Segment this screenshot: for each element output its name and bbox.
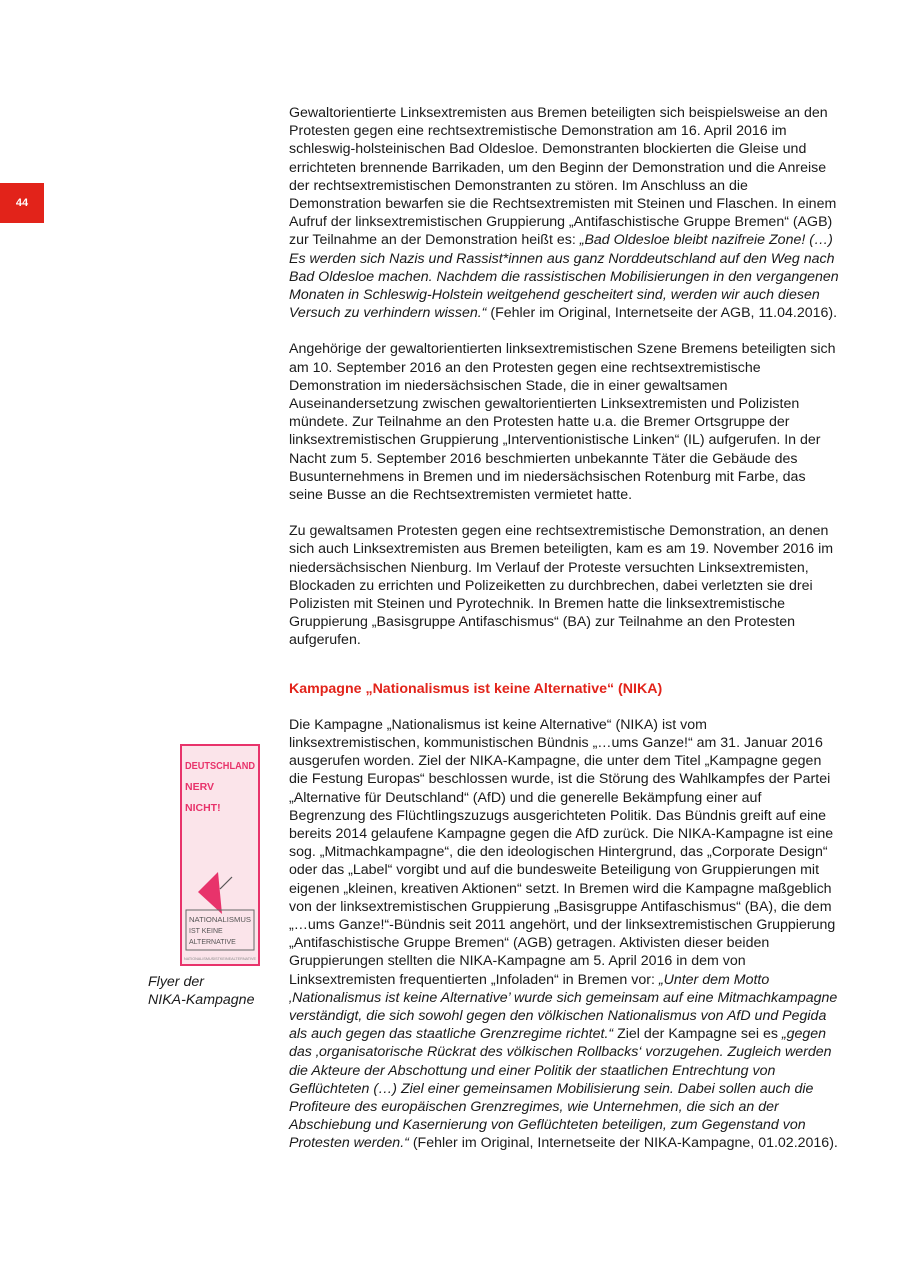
paragraph-1-text: Gewaltorientierte Linksextremisten aus Bremen beteiligten sich beispielsweise an den Protesten gegen eine rechtsextremistische Demonstration am 16. April 2016 im schleswig-holsteinischen Bad Oldesloe. Demonstranten blockierten die Gleise und errichteten brennende Barrikaden, um den Beginn der Demonstration und die Anreise der rechtsextremistischen Demonstranten zu stören. Im Anschluss an die Demonstration bewarfen sie die Rechtsextremisten mit Steinen und Flaschen. In einem Aufruf der linksextremistischen Gruppierung „Antifaschistische Gruppe Bremen“ (AGB) zur Teilnahme an der Demonstration heißt es: bbox=[289, 105, 837, 249]
paragraph-3: Zu gewaltsamen Protesten gegen eine rechtsextremistische Demonstration, an denen sich auch Linksextremisten aus Bremen beteiligten, kam es am 19. November 2016 im niedersächsischen Nienburg. Im Verlauf der Proteste versuchten Linksextremisten, Blockaden zu errichten und Polizeiketten zu durchbrechen, dabei verletzten sie drei Polizisten mit Steinen und Pyrotechnik. In Bremen hatte die linksextremistische Gruppierung „Basisgruppe Antifaschismus“ (BA) zur Teilnahme an den Protesten aufgerufen. bbox=[289, 523, 834, 649]
paragraph-1-quote: „Bad Oldesloe bleibt nazifreie Zone! (…) Es werden sich Nazis und Rassist*innen aus ganz Norddeutschland auf den Weg nach Bad Oldesloe machen. Nachdem die rassistischen Mobilisierungen in den vergangenen Monaten in Schleswig-Holstein weitgehend gescheitert sind, werden wir auch diesen Versuch zu verhindern wissen.“ bbox=[289, 232, 839, 322]
flyer-headline-1: DEUTSCHLAND bbox=[185, 760, 256, 772]
paragraph-2: Angehörige der gewaltorientierten linksextremistischen Szene Bremens beteiligten sich am 10. September 2016 an den Protesten gegen eine rechtsextremistische Demonstration im niedersächsischen Stade, die in einer gewaltsamen Auseinandersetzung zwischen gewaltorientierten Linksextremisten und Polizisten mündete. Zur Teilnahme an den Protesten hatte u.a. die Bremer Ortsgruppe der linksextremistischen Gruppierung „Interventionistische Linken“ (IL) aufgerufen. In der Nacht zum 5. September 2016 beschmierten unbekannte Täter die Gebäude des Busunternehmens in Bremen und im niedersächsischen Rotenburg mit Farbe, das seine Busse an die Rechtsextremisten vermietet hatte. bbox=[289, 341, 836, 504]
flyer-box-line-2: IST KEINE bbox=[189, 928, 223, 935]
flyer-headline-2: NERV bbox=[185, 781, 214, 793]
paragraph-4 bbox=[289, 716, 841, 1153]
page-number-tab bbox=[0, 183, 44, 223]
paragraph-4-quote-2: „gegen das ‚organisatorische Rückrat des völkischen Rollbacks‘ vorzugehen. Zugleich werden die Akteure der Abschottung und einer Politik der staatlichen Entrechtung von Geflüchteten (…) Ziel einer gemeinsamen Mobilisierung sein. Dabei sollen auch die Profiteure des europäischen Grenzregimes, wie Unternehmen, die sich an der Abschiebung und Kasernierung von Geflüchteten beteiligen, zum Gegenstand von Protesten werden.“ bbox=[289, 1026, 832, 1152]
paragraph-4-source: (Fehler im Original, Internetseite der NIKA-Kampagne, 01.02.2016). bbox=[408, 1135, 838, 1152]
paragraph-4-text-2: Ziel der Kampagne sei es bbox=[613, 1026, 782, 1043]
figure-caption bbox=[148, 973, 278, 1009]
caption-line-2: NIKA-Kampagne bbox=[148, 992, 255, 1009]
section-heading: Kampagne „Nationalismus ist keine Alternative“ (NIKA) bbox=[289, 680, 663, 697]
paragraph-1 bbox=[289, 104, 841, 322]
main-text bbox=[289, 104, 841, 1171]
flyer-box-line-1: NATIONALISMUS bbox=[189, 917, 252, 924]
page-number: 44 bbox=[15, 197, 29, 209]
flyer-footer-text: NATIONALISMUSISTKEINEALTERNATIVE bbox=[184, 957, 256, 961]
paragraph-1-source: (Fehler im Original, Internetseite der AGB, 11.04.2016). bbox=[486, 305, 838, 322]
paragraph-4-text: Die Kampagne „Nationalismus ist keine Alternative“ (NIKA) ist vom linksextremistischen, kommunistischen Bündnis „…ums Ganze!“ am 31. Januar 2016 ausgerufen worden. Ziel der NIKA-Kampagne, die unter dem Titel „Kampagne gegen die Festung Europas“ beschlossen wurde, ist die Störung des Wahlkampfes der Partei „Alternative für Deutschland“ (AfD) und die generelle Bekämpfung einer auf Begrenzung des Flüchtlingszuzugs ausgerichteten Politik. Das Bündnis greift auf eine bereits 2014 gelaufene Kampagne gegen die AfD zurück. Die NIKA-Kampagne ist eine sog. „Mitmachkampagne“, die den ideologischen Hintergrund, das „Corporate Design“ oder das „Label“ vorgibt und auf die bundesweite Beteiligung von Gruppierungen mit eigenen „kleinen, kreativen Aktionen“ setzt. In Bremen wird die Kampagne maßgeblich von der linksextremistischen Gruppierung „Basisgruppe Antifaschismus“ (BA), die dem „…ums Ganze!“-Bündnis seit 2011 angehört, und der linksextremistischen Gruppierung „Antifaschistische Gruppe Bremen“ (AGB) getragen. Aktivisten dieser beiden Gruppierungen stellten die NIKA-Kampagne am 5. April 2016 in dem von Linksextremisten frequentierten „Infoladen“ in Bremen vor: bbox=[289, 716, 836, 988]
flyer-headline-3: NICHT! bbox=[185, 802, 221, 814]
paragraph-4-quote-1: „Unter dem Motto ‚Nationalismus ist keine Alternative’ wurde sich gemeinsam auf eine Mitmachkampagne verständigt, die sich sowohl gegen den völkischen Nationalismus von AfD und Pegida als auch gegen das staatliche Grenzregime richtet.“ bbox=[289, 971, 838, 1043]
flyer-box-line-3: ALTERNATIVE bbox=[189, 939, 236, 946]
caption-line-1: Flyer der bbox=[148, 974, 204, 990]
nika-flyer-image bbox=[180, 744, 260, 966]
